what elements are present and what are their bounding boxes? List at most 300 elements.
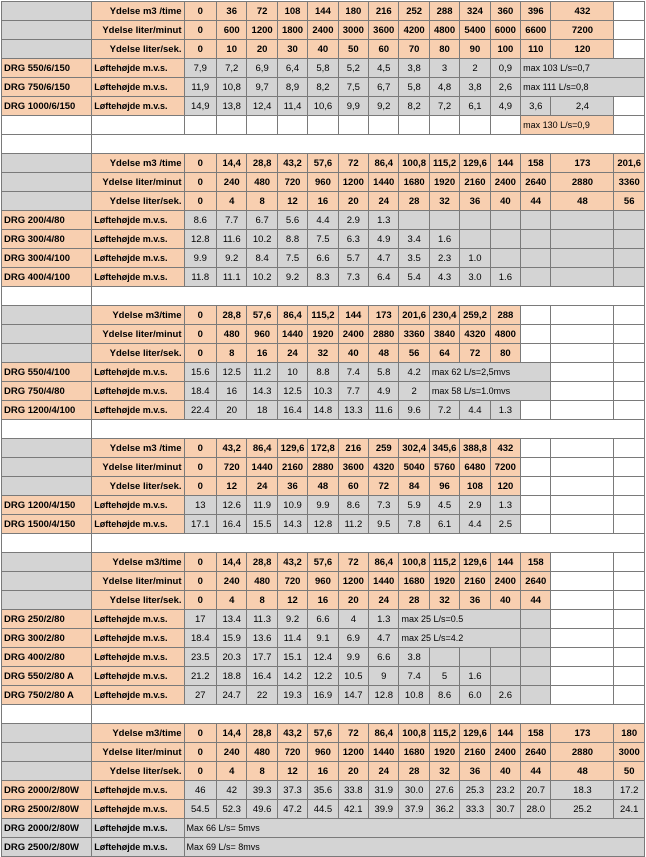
head-value: 12.8 [369,686,399,705]
flow-value: 60 [338,477,368,496]
empty-cell [92,116,184,135]
empty-cell [614,610,645,629]
head-value: 20.7 [521,781,551,800]
flow-value: 84 [399,477,429,496]
head-value: 4.5 [429,496,459,515]
head-value: 10.9 [277,496,307,515]
flow-value: 129,6 [460,553,490,572]
pump-model: DRG 2000/2/80W [2,781,92,800]
empty-cell [308,116,338,135]
empty-cell [614,515,645,534]
head-value: 36.2 [429,800,459,819]
flow-value: 201,6 [399,306,429,325]
head-value: 27 [184,686,217,705]
pump-row [2,59,645,78]
head-value: 7,2 [217,59,247,78]
flow-value: 10 [217,40,247,59]
head-value: 20 [217,401,247,420]
parameter-label: Løftehøjde m.v.s. [92,59,184,78]
head-value: 5.8 [369,363,399,382]
flow-value: 36 [217,2,247,21]
head-value: 11.2 [247,363,277,382]
flow-value: 5400 [460,21,490,40]
flow-value: 43,2 [277,553,307,572]
head-value: 18.4 [184,629,217,648]
head-value: 4,8 [429,78,459,97]
flow-value: 43,2 [277,154,307,173]
head-value: 20.3 [217,648,247,667]
pump-row [2,401,645,420]
head-value: 6.6 [308,610,338,629]
flow-value: 480 [247,572,277,591]
empty-cell [551,363,614,382]
flow-header-row [2,724,645,743]
flow-value: 86,4 [369,553,399,572]
flow-value: 30 [277,40,307,59]
head-value: 4.4 [308,211,338,230]
flow-value: 158 [521,724,551,743]
flow-value: 2160 [460,173,490,192]
head-value: 4.4 [460,515,490,534]
flow-value: 144 [490,154,520,173]
flow-value: 720 [277,743,307,762]
empty-cell [2,325,92,344]
flow-value: 129,6 [460,724,490,743]
empty-cell [614,268,645,287]
flow-value: 14,4 [217,553,247,572]
empty-cell [521,230,551,249]
head-value: 1.3 [369,211,399,230]
flow-value: 28 [399,192,429,211]
head-value: 23.5 [184,648,217,667]
head-value: 10,6 [308,97,338,116]
flow-value [521,477,551,496]
flow-value: 4200 [399,21,429,40]
head-value: 4.2 [399,363,429,382]
flow-value [614,40,645,59]
flow-label: Ydelse liter/sek. [92,591,184,610]
head-value: 6.0 [460,686,490,705]
head-value: 2,6 [490,78,520,97]
flow-value: 16 [308,591,338,610]
head-value: 11.3 [247,610,277,629]
flow-value: 4320 [460,325,490,344]
flow-value: 2640 [521,743,551,762]
head-value: 2.6 [490,686,520,705]
empty-cell [2,458,92,477]
flow-value: 60 [369,40,399,59]
flow-value: 40 [490,192,520,211]
flow-value: 72 [247,2,277,21]
head-value: 2 [399,382,429,401]
head-value: 12.5 [217,363,247,382]
head-value: 4.3 [429,268,459,287]
pump-row [2,363,645,382]
head-value: 11,9 [184,78,217,97]
empty-cell [614,230,645,249]
flow-value: 44 [521,762,551,781]
flow-label: Ydelse m3 /time [92,439,184,458]
head-value: 12.4 [308,648,338,667]
flow-label: Ydelse m3 /time [92,2,184,21]
flow-value: 72 [338,553,368,572]
pump-row [2,382,645,401]
flow-value: 72 [460,344,490,363]
head-value: 33.8 [338,781,368,800]
max-flow-note: Max 66 L/s= 5mvs [184,819,645,838]
head-value: 11.4 [277,629,307,648]
head-value: 7,9 [184,59,217,78]
flow-value: 80 [490,344,520,363]
flow-value: 432 [490,439,520,458]
pump-row [2,268,645,287]
empty-cell [521,515,551,534]
empty-cell [490,249,520,268]
head-value: 6.3 [338,230,368,249]
flow-value: 96 [429,477,459,496]
head-value: 1.3 [490,496,520,515]
head-value: 15.6 [184,363,217,382]
flow-value: 24 [369,192,399,211]
flow-value: 3360 [399,325,429,344]
head-value: 3.4 [399,230,429,249]
flow-value: 20 [247,40,277,59]
flow-value: 2880 [369,325,399,344]
head-value: 11.8 [184,268,217,287]
flow-value: 0 [184,553,217,572]
head-value: 7.4 [338,363,368,382]
max-flow-note: max 25 L/s=0.5 [399,610,521,629]
head-value: 9.9 [308,496,338,515]
head-value: 11.9 [247,496,277,515]
empty-cell [2,591,92,610]
parameter-label: Løftehøjde m.v.s. [92,496,184,515]
flow-value: 1800 [277,21,307,40]
flow-value: 14,4 [217,154,247,173]
flow-value [614,439,645,458]
flow-value: 12 [277,591,307,610]
flow-value: 960 [247,325,277,344]
flow-header-row [2,21,645,40]
flow-value: 144 [308,2,338,21]
pump-model: DRG 2500/2/80W [2,800,92,819]
flow-value [551,325,614,344]
pump-row [2,648,645,667]
flow-value: 20 [338,591,368,610]
flow-value: 8 [247,192,277,211]
head-value: 5,8 [399,78,429,97]
flow-value: 100,8 [399,724,429,743]
empty-cell [460,230,490,249]
parameter-label: Løftehøjde m.v.s. [92,610,184,629]
flow-header-row [2,2,645,21]
empty-cell [614,363,645,382]
flow-value: 80 [429,40,459,59]
flow-value [614,2,645,21]
flow-value: 0 [184,344,217,363]
flow-value: 0 [184,306,217,325]
empty-cell [551,382,614,401]
head-value: 8,2 [399,97,429,116]
head-value: 2,4 [551,97,614,116]
pump-model: DRG 400/4/100 [2,268,92,287]
head-value: 9.2 [277,268,307,287]
flow-value: 7200 [490,458,520,477]
flow-value: 56 [614,192,645,211]
flow-value: 240 [217,173,247,192]
pump-row [2,800,645,819]
pump-model: DRG 400/2/80 [2,648,92,667]
flow-value [551,439,614,458]
flow-value: 4 [217,591,247,610]
head-value: 14.3 [247,382,277,401]
pump-row [2,686,645,705]
pump-row [2,781,645,800]
flow-value: 1440 [369,173,399,192]
spacer-cell [2,287,92,306]
flow-value [521,344,551,363]
flow-value: 1680 [399,173,429,192]
flow-value: 28,8 [247,724,277,743]
flow-value: 180 [338,2,368,21]
head-value: 13,8 [217,97,247,116]
head-value: 18.4 [184,382,217,401]
flow-value: 144 [338,306,368,325]
flow-value: 3600 [369,21,399,40]
empty-cell [551,230,614,249]
empty-cell [521,496,551,515]
spacer-cell [2,135,92,154]
head-value: 18 [247,401,277,420]
flow-value: 158 [521,553,551,572]
head-value: 1.6 [490,268,520,287]
empty-cell [490,648,520,667]
empty-cell [399,211,429,230]
empty-cell [614,686,645,705]
pump-model: DRG 1200/4/150 [2,496,92,515]
flow-header-row [2,477,645,496]
flow-value: 115,2 [429,724,459,743]
flow-value: 252 [399,2,429,21]
flow-value [614,306,645,325]
head-value: 8.6 [338,496,368,515]
empty-cell [2,2,92,21]
pump-row [2,515,645,534]
head-value: 49.6 [247,800,277,819]
empty-cell [429,648,459,667]
flow-value: 2880 [551,173,614,192]
flow-value: 216 [338,439,368,458]
flow-value [551,306,614,325]
head-value: 3.5 [399,249,429,268]
flow-value: 600 [217,21,247,40]
parameter-label: Løftehøjde m.v.s. [92,686,184,705]
flow-header-row [2,591,645,610]
empty-cell [614,629,645,648]
pump-row [2,838,645,857]
flow-value: 3000 [338,21,368,40]
max-flow-note: max 111 L/s=0,8 [521,78,645,97]
flow-value: 57,6 [308,154,338,173]
head-value: 17 [184,610,217,629]
head-value: 13 [184,496,217,515]
empty-cell [2,192,92,211]
flow-value: 0 [184,477,217,496]
head-value: 8,9 [277,78,307,97]
head-value: 11.2 [338,515,368,534]
head-value: 2.9 [338,211,368,230]
pump-row [2,610,645,629]
head-value: 6,1 [460,97,490,116]
pump-model: DRG 550/2/80 A [2,667,92,686]
head-value: 46 [184,781,217,800]
empty-cell [2,743,92,762]
flow-value: 43,2 [277,724,307,743]
head-value: 19.3 [277,686,307,705]
flow-value: 960 [308,572,338,591]
parameter-label: Løftehøjde m.v.s. [92,781,184,800]
head-value: 2.3 [429,249,459,268]
head-value: 13.3 [338,401,368,420]
flow-value: 288 [490,306,520,325]
flow-value: 36 [460,762,490,781]
flow-value: 108 [460,477,490,496]
flow-value: 480 [247,743,277,762]
flow-label: Ydelse liter/sek. [92,192,184,211]
flow-value: 28,8 [247,553,277,572]
empty-cell [614,116,645,135]
head-value: 24.1 [614,800,645,819]
head-value: 3 [429,59,459,78]
flow-value: 720 [277,572,307,591]
flow-value: 0 [184,724,217,743]
head-value: 14.8 [308,401,338,420]
flow-label: Ydelse liter/minut [92,458,184,477]
head-value: 0,9 [490,59,520,78]
flow-value: 40 [490,591,520,610]
head-value: 4 [338,610,368,629]
flow-value: 110 [521,40,551,59]
head-value: 13.6 [247,629,277,648]
head-value: 7.7 [217,211,247,230]
pump-model: DRG 1200/4/100 [2,401,92,420]
flow-value [521,458,551,477]
flow-value: 28,8 [217,306,247,325]
empty-cell [490,230,520,249]
flow-value: 2880 [308,458,338,477]
head-value: 2.5 [490,515,520,534]
head-value: 27.6 [429,781,459,800]
empty-cell [2,553,92,572]
flow-value: 28 [399,762,429,781]
empty-cell [551,496,614,515]
flow-value: 173 [369,306,399,325]
flow-value [521,325,551,344]
flow-value: 32 [429,591,459,610]
flow-value: 50 [338,40,368,59]
pump-model: DRG 2500/2/80W [2,838,92,857]
head-value: 9,7 [247,78,277,97]
flow-value: 36 [277,477,307,496]
flow-value: 0 [184,439,217,458]
head-value: 2.9 [460,496,490,515]
empty-cell [2,762,92,781]
flow-value: 4800 [429,21,459,40]
head-value: 31.9 [369,781,399,800]
pump-performance-table [1,1,645,857]
head-value: 5.4 [399,268,429,287]
flow-value [521,306,551,325]
parameter-label: Løftehøjde m.v.s. [92,211,184,230]
flow-value: 144 [490,553,520,572]
empty-cell [429,211,459,230]
head-value: 7.8 [399,515,429,534]
flow-header-row [2,572,645,591]
flow-value: 5040 [399,458,429,477]
head-value: 9.9 [338,648,368,667]
head-value: 6,7 [369,78,399,97]
flow-value: 4 [217,762,247,781]
head-value: 1.6 [429,230,459,249]
spacer-row [2,705,645,724]
head-value: 21.2 [184,667,217,686]
spacer-row [2,135,645,154]
flow-value: 4800 [490,325,520,344]
parameter-label: Løftehøjde m.v.s. [92,78,184,97]
spacer-cell [92,135,645,154]
empty-cell [614,496,645,515]
flow-value: 14,4 [217,724,247,743]
max-flow-note: max 62 L/s=2,5mvs [429,363,551,382]
head-value: 6.6 [308,249,338,268]
flow-label: Ydelse liter/minut [92,173,184,192]
pump-row [2,78,645,97]
head-value: 15.5 [247,515,277,534]
head-value: 9 [369,667,399,686]
flow-value: 432 [551,2,614,21]
flow-value: 72 [369,477,399,496]
pump-model: DRG 2000/2/80W [2,819,92,838]
head-value: 5,8 [308,59,338,78]
head-value: 12.8 [184,230,217,249]
flow-value: 3840 [429,325,459,344]
head-value: 52.3 [217,800,247,819]
flow-value: 1440 [277,325,307,344]
spacer-cell [92,534,645,553]
parameter-label: Løftehøjde m.v.s. [92,363,184,382]
head-value: 9.9 [184,249,217,268]
flow-value: 396 [521,2,551,21]
head-value: 5,2 [338,59,368,78]
head-value: 11.1 [217,268,247,287]
head-value: 11.6 [369,401,399,420]
flow-value: 48 [551,192,614,211]
head-value: 16.4 [277,401,307,420]
flow-value: 4 [217,192,247,211]
flow-value: 2400 [490,572,520,591]
flow-value: 480 [217,325,247,344]
head-value: 3,8 [399,59,429,78]
pump-model: DRG 300/4/80 [2,230,92,249]
head-value: 3,8 [460,78,490,97]
flow-value: 144 [490,724,520,743]
flow-value: 115,2 [308,306,338,325]
head-value: 10.5 [338,667,368,686]
head-value: 4.9 [369,382,399,401]
flow-value: 120 [551,40,614,59]
head-value: 15.1 [277,648,307,667]
flow-value: 0 [184,2,217,21]
